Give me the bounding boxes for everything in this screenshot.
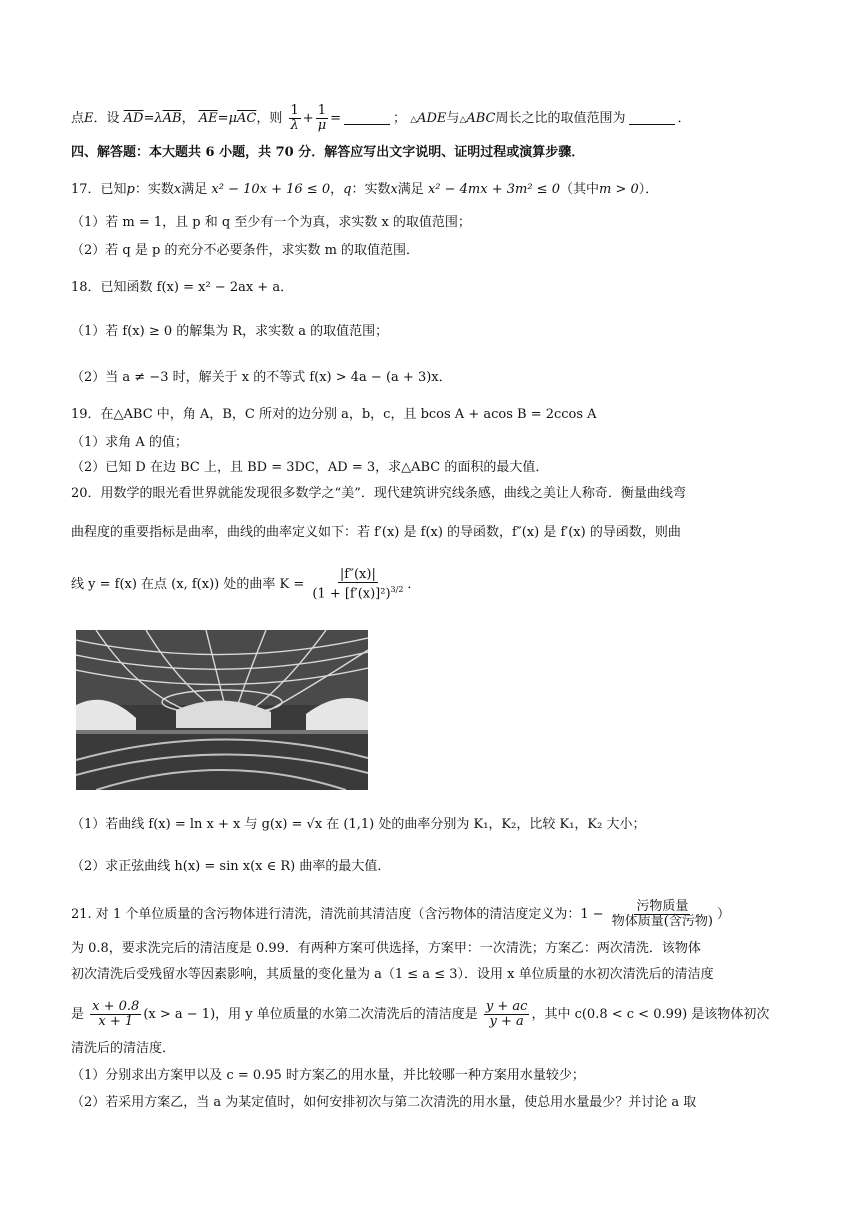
- math-expr: x² − 10x + 16 ≤ 0: [211, 182, 331, 197]
- text: +: [302, 111, 314, 126]
- text: 线 y = f(x) 在点 (x, f(x)) 处的曲率 K =: [71, 577, 305, 593]
- text: ：实数: [351, 182, 391, 197]
- text: (1 + [f′(x)]²): [312, 586, 391, 602]
- text: 17．已知: [71, 182, 127, 197]
- text: =: [217, 111, 229, 126]
- q20-line2: 曲程度的重要指标是曲率，曲线的曲率定义如下：若 f′(x) 是 f(x) 的导函数，f″(x) 是 f′(x) 的导函数，则曲: [71, 525, 681, 540]
- text: ）: [716, 907, 730, 922]
- q17-part2: （2）若 q 是 p 的充分不必要条件，求实数 m 的取值范围．: [71, 243, 420, 258]
- q21-part1: （1）分别求出方案甲以及 c = 0.95 时方案乙的用水量，并比较哪一种方案用水量较少；: [71, 1068, 585, 1083]
- den: 物体质量(含污物): [611, 914, 713, 929]
- text: q: [343, 182, 352, 197]
- first-wash-fraction: [90, 1000, 141, 1029]
- q21-line5: 清洗后的清洁度．: [71, 1041, 176, 1056]
- text: （其中: [559, 182, 599, 197]
- text: ，其中 c(0.8 < c < 0.99) 是该物体初次: [531, 1007, 770, 1022]
- text: ：实数: [134, 182, 174, 197]
- text: ）．: [638, 182, 659, 197]
- cleanliness-fraction: [610, 900, 715, 929]
- text: 21. 对 1 个单位质量的含污物体进行清洗，清洗前其清洁度（含污物体的清洁度定义为：1 −: [71, 907, 604, 922]
- text: =: [330, 111, 342, 126]
- text: λ: [154, 111, 163, 126]
- q20-part1: （1）若曲线 f(x) = ln x + x 与 g(x) = √x 在 (1,1) 处的曲率分别为 K₁，K₂，比较 K₁，K₂ 大小；: [71, 817, 646, 832]
- text: =: [143, 111, 155, 126]
- text: △: [410, 115, 418, 125]
- text: ．: [407, 577, 421, 593]
- text: ．设: [93, 111, 120, 126]
- formula-denominator: [310, 583, 405, 601]
- q21-line2: 为 0.8，要求洗完后的清洁度是 0.99．有两种方案可供选择，方案甲：一次清洗；方案乙：两次清洗．该物体: [71, 941, 701, 956]
- text: (x > a − 1)，用 y 单位质量的水第二次清洗后的清洁度是: [143, 1007, 478, 1022]
- num: x + 0.8: [92, 999, 140, 1014]
- text: ，: [330, 182, 344, 197]
- num: 污物质量: [636, 899, 689, 914]
- text: 与: [446, 111, 460, 126]
- text: 满足: [181, 182, 208, 197]
- text: x: [390, 182, 398, 197]
- math-expr: m > 0: [599, 182, 639, 197]
- text: ABC: [466, 111, 496, 126]
- section-heading: 四、解答题：本大题共 6 小题，共 70 分．解答应写出文字说明、证明过程或演算步骤．: [71, 145, 585, 160]
- text: △: [459, 115, 467, 125]
- num: 1: [290, 103, 299, 118]
- fraction-1-lambda: [289, 104, 301, 133]
- text: 周长之比的取值范围为: [495, 111, 626, 126]
- text: 是: [71, 1007, 85, 1022]
- q19-part1: （1）求角 A 的值；: [71, 435, 188, 450]
- text: ，: [181, 111, 195, 126]
- text: μ: [228, 111, 237, 126]
- q21-part2: （2）若采用方案乙，当 a 为某定值时，如何安排初次与第二次清洗的用水量，使总用水量最少？并讨论 a 取: [71, 1095, 697, 1110]
- q17-stem: [71, 180, 658, 200]
- den: μ: [317, 118, 327, 133]
- vector-ae: $\overline{AE}$: [198, 111, 218, 126]
- vector-ab: $\overline{AB}$: [162, 111, 182, 126]
- text: 满足: [397, 182, 424, 197]
- num: y + ac: [485, 999, 528, 1014]
- q20-line1: 20．用数学的眼光看世界就能发现很多数学之“美”．现代建筑讲究线条感，曲线之美让人称奇．衡量曲线弯: [71, 486, 686, 501]
- text: ．: [677, 111, 691, 126]
- den: λ: [290, 118, 299, 133]
- vector-ac: $\overline{AC}$: [237, 111, 257, 126]
- q17-part1: （1）若 m = 1，且 p 和 q 至少有一个为真，求实数 x 的取值范围；: [71, 215, 471, 230]
- q18-part1: （1）若 f(x) ≥ 0 的解集为 R，求实数 a 的取值范围；: [71, 324, 389, 339]
- text: ；: [393, 111, 407, 126]
- text: ，则: [256, 111, 283, 126]
- q16-tail-line: [71, 104, 691, 133]
- q20-line3: [71, 568, 420, 601]
- q21-line3: 初次清洗后受残留水等因素影响，其质量的变化量为 a（1 ≤ a ≤ 3）．设用 x 单位质量的水初次清洗后的清洁度: [71, 967, 714, 982]
- second-wash-fraction: [484, 1000, 530, 1029]
- exponent: 3/2: [390, 585, 404, 594]
- text: 点: [71, 111, 85, 126]
- den: y + a: [489, 1014, 524, 1029]
- answer-blank-1[interactable]: [344, 124, 390, 125]
- q19-stem: 19．在△ABC 中，角 A，B，C 所对的边分别 a，b，c，且 bcos A + acos B = 2ccos A: [71, 407, 597, 422]
- text: p: [126, 182, 135, 197]
- ceiling-illustration: [76, 630, 368, 790]
- answer-blank-2[interactable]: [629, 124, 675, 125]
- q18-stem: 18．已知函数 f(x) = x² − 2ax + a．: [71, 280, 294, 295]
- num: 1: [317, 103, 327, 118]
- q18-part2: （2）当 a ≠ −3 时，解关于 x 的不等式 f(x) > 4a − (a + 3)x．: [71, 370, 452, 385]
- text: ADE: [417, 111, 447, 126]
- curvature-formula: [310, 568, 405, 601]
- text: x: [173, 182, 182, 197]
- fraction-1-mu: [316, 104, 328, 133]
- vector-ad: $\overline{AD}$: [123, 111, 144, 126]
- q20-part2: （2）求正弦曲线 h(x) = sin x(x ∈ R) 曲率的最大值．: [71, 859, 391, 874]
- q19-part2: （2）已知 D 在边 BC 上，且 BD = 3DC，AD = 3，求△ABC 的面积的最大值．: [71, 460, 549, 475]
- q21-line4: [71, 1000, 769, 1029]
- math-expr: x² − 4mx + 3m² ≤ 0: [427, 182, 560, 197]
- architecture-photo: [76, 630, 368, 790]
- q21-line1: [71, 900, 730, 929]
- formula-numerator: |f″(x)|: [339, 567, 376, 582]
- text: E: [84, 111, 94, 126]
- den: x + 1: [98, 1014, 134, 1029]
